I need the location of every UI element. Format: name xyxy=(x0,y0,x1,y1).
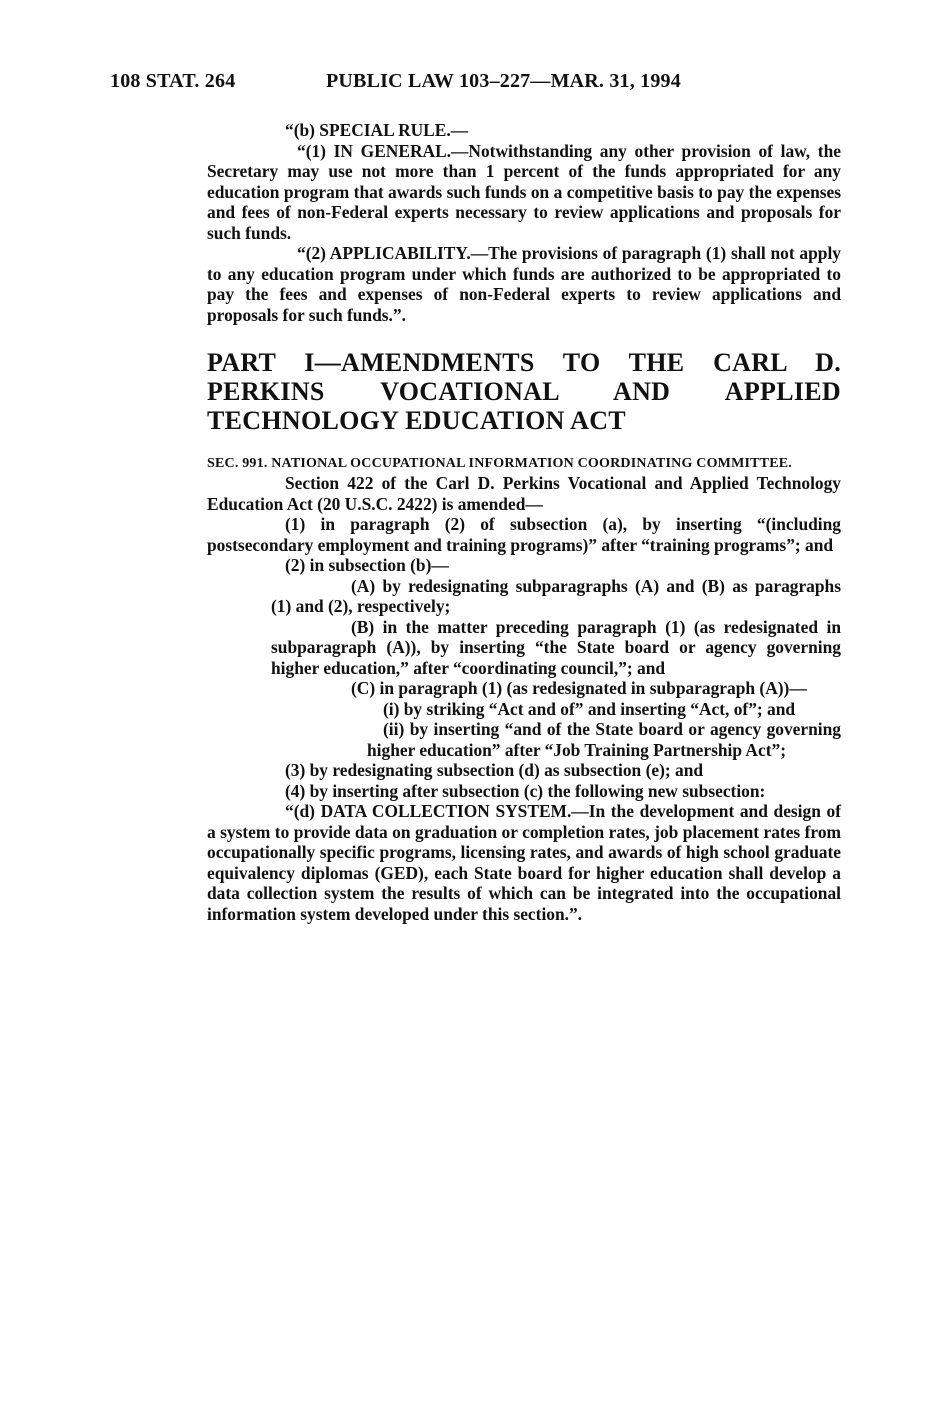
amendment-item-4: (4) by inserting after subsection (c) the following new subsection: xyxy=(285,780,766,801)
amendment-item-2b: (B) in the matter preceding paragraph (1) (as redesignated in subparagraph (A)), by inserting “the State board or agency governing higher education,” after “coordinating council,”; and xyxy=(271,616,841,678)
law-reference: PUBLIC LAW 103–227—MAR. 31, 1994 xyxy=(326,70,681,92)
special-rule-paragraph-1: “(1) IN GENERAL.—Notwithstanding any other provision of law, the Secretary may use not more than 1 percent of the funds appropriated for any education program that awards such funds on a competitive basis to pay the expenses and fees of non-Federal experts necessary to review applications and proposals for such funds. xyxy=(207,140,841,243)
amendment-item-2c-ii: (ii) by inserting “and of the State board or agency governing higher education” after “Job Training Partnership Act”; xyxy=(367,719,841,760)
amendment-item-3: (3) by redesignating subsection (d) as subsection (e); and xyxy=(285,760,704,780)
amendment-item-2c-i: (i) by striking “Act and of” and inserting “Act, of”; and xyxy=(383,698,796,719)
section-intro: Section 422 of the Carl D. Perkins Vocational and Applied Technology Education Act (20 U.S.C. 2422) is amended— xyxy=(207,473,841,514)
data-collection-subsection: “(d) DATA COLLECTION SYSTEM.—In the development and design of a system to provide data on graduation or completion rates, job placement rates from occupationally specific programs, licensing rates, and awards of high school graduate equivalency diplomas (GED), each State board for higher education shall develop a data collection system the results of which can be integrated into the occupational information system developed under this section.”. xyxy=(207,801,841,924)
special-rule-heading: “(b) SPECIAL RULE.— xyxy=(285,120,469,140)
amendment-item-1: (1) in paragraph (2) of subsection (a), by inserting “(including postsecondary employment and training programs)” after “training programs”; and xyxy=(207,514,841,555)
part-heading: PART I—AMENDMENTS TO THE CARL D. PERKINS VOCATIONAL AND APPLIED TECHNOLOGY EDUCATION ACT xyxy=(207,348,841,435)
amendment-item-2c: (C) in paragraph (1) (as redesignated in subparagraph (A))— xyxy=(351,678,807,698)
section-heading: SEC. 991. NATIONAL OCCUPATIONAL INFORMATION COORDINATING COMMITTEE. xyxy=(207,456,792,471)
special-rule-paragraph-2: “(2) APPLICABILITY.—The provisions of paragraph (1) shall not apply to any education program under which funds are authorized to be appropriated to pay the fees and expenses of non-Federal experts to review applications and proposals for such funds.”. xyxy=(207,243,841,325)
document-body xyxy=(207,120,841,924)
page-reference: 108 STAT. 264 xyxy=(110,70,236,92)
amendment-item-2: (2) in subsection (b)— xyxy=(285,555,449,575)
amendment-item-2a: (A) by redesignating subparagraphs (A) and (B) as paragraphs (1) and (2), respectively; xyxy=(271,575,841,616)
